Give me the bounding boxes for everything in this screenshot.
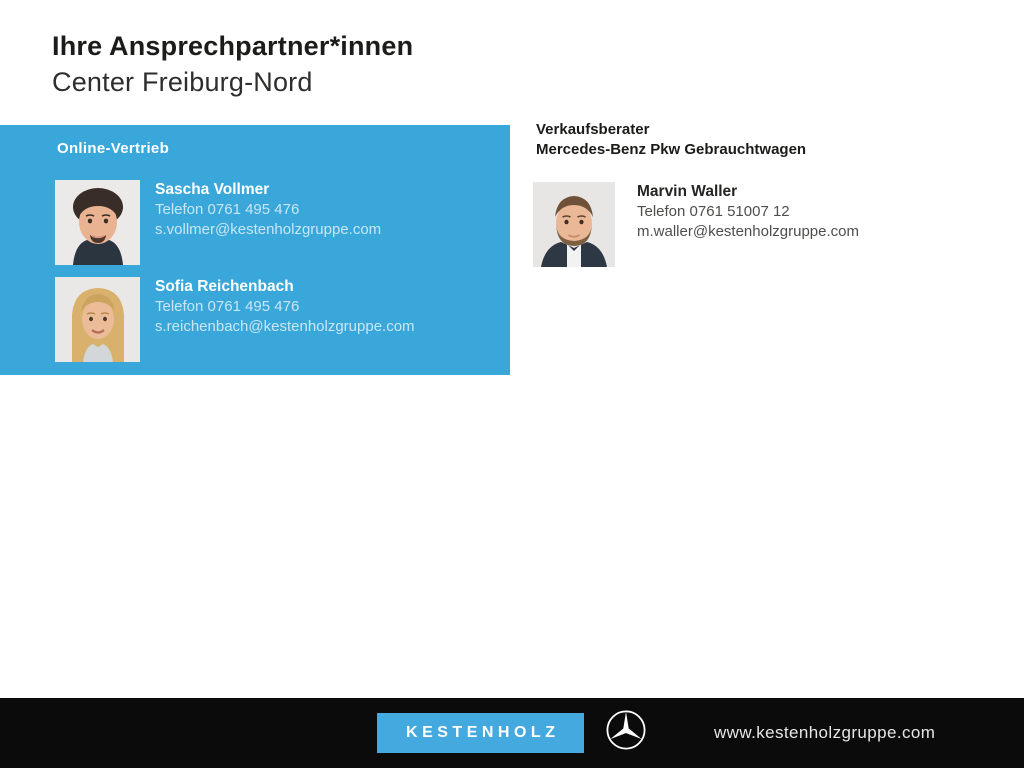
online-vertrieb-panel <box>0 125 510 375</box>
contact-name: Sofia Reichenbach <box>155 278 294 295</box>
contact-card-marvin-waller <box>533 182 859 267</box>
portrait-marvin-waller <box>533 182 615 267</box>
footer-bar <box>0 698 1024 768</box>
contact-email[interactable]: s.reichenbach@kestenholzgruppe.com <box>155 318 415 335</box>
online-vertrieb-heading: Online-Vertrieb <box>57 140 170 157</box>
verkaufsberater-heading-line1: Verkaufsberater <box>536 121 650 138</box>
contact-phone: Telefon 0761 495 476 <box>155 201 300 218</box>
verkaufsberater-heading <box>536 120 806 160</box>
mercedes-star-icon <box>605 709 647 751</box>
contact-info <box>155 277 415 337</box>
contact-name: Sascha Vollmer <box>155 181 270 198</box>
contact-info <box>637 182 859 242</box>
contact-phone: Telefon 0761 495 476 <box>155 298 300 315</box>
portrait-sascha-vollmer <box>55 180 140 265</box>
contact-email[interactable]: s.vollmer@kestenholzgruppe.com <box>155 221 382 238</box>
contact-name: Marvin Waller <box>637 183 738 200</box>
contact-phone: Telefon 0761 51007 12 <box>637 203 790 220</box>
contact-info <box>155 180 381 240</box>
contact-email[interactable]: m.waller@kestenholzgruppe.com <box>637 223 859 240</box>
portrait-sofia-reichenbach <box>55 277 140 362</box>
page-header <box>52 28 413 100</box>
footer-website[interactable]: www.kestenholzgruppe.com <box>714 723 936 742</box>
kestenholz-logo-text: KESTENHOLZ <box>406 724 560 741</box>
verkaufsberater-heading-line2: Mercedes-Benz Pkw Gebrauchtwagen <box>536 141 807 158</box>
contact-card-sascha-vollmer <box>55 180 381 265</box>
kestenholz-logo <box>377 713 584 753</box>
contact-card-sofia-reichenbach <box>55 277 415 362</box>
page-subtitle: Center Freiburg-Nord <box>52 67 313 97</box>
page-title: Ihre Ansprechpartner*innen <box>52 31 414 61</box>
